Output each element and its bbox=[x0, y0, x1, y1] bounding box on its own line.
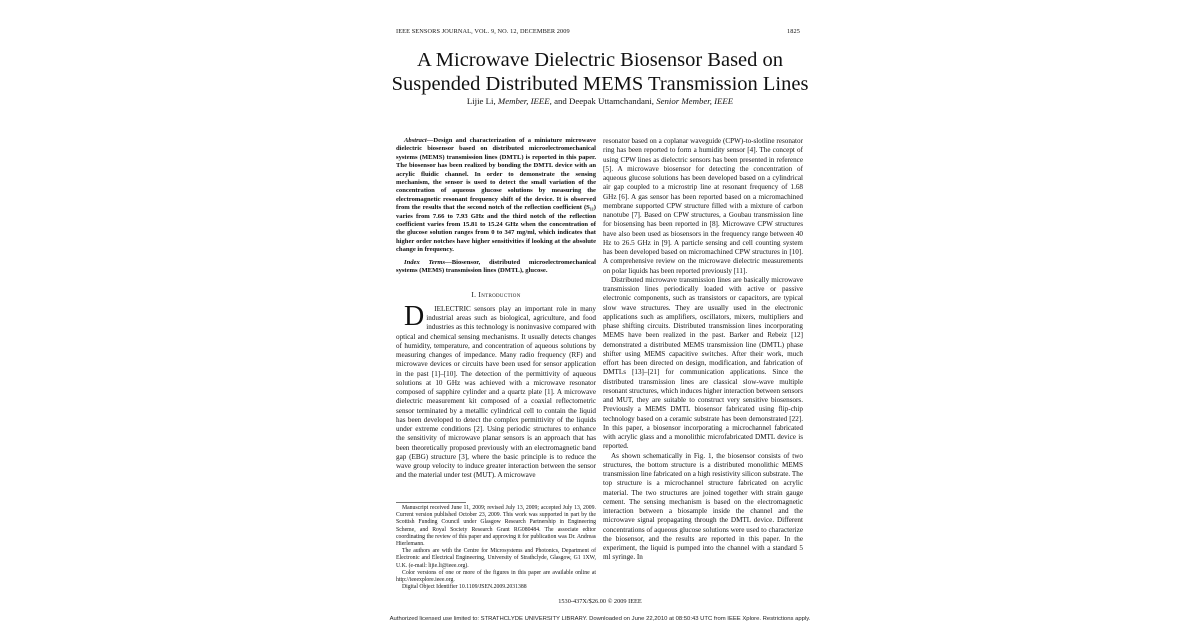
index-terms-label: Index Terms— bbox=[404, 258, 452, 266]
copyright-line: 1530-437X/$26.00 © 2009 IEEE bbox=[558, 598, 642, 605]
right-column bbox=[603, 137, 803, 563]
intro-paragraph-2: resonator based on a coplanar waveguide (CPW)-to-slotline resonator ring has been reported to form a humidity sensor [4]. The concept of using CPW lines as dielectric sensors has been presented in reference [5]. A microwave biosensor for detecting the concentration of aqueous glucose solutions has been developed based on a cylindrical air gap coupled to a microstrip line at resonant frequency of 1.68 GHz [6]. A gas sensor has been reported based on a micromachined membrane supported CPW structure filled with a mixture of carbon nanotube [7]. Based on CPW structures, a Goubau transmission line for biosensing has been reported in [8]. Microwave CPW structures have also been used as biosensors in the frequency range between 40 Hz to 26.5 GHz in [9]. A particle sensing and cell counting system has been developed based on micromachined CPW structures in [10]. A comprehensive review on the microwave dielectric measurements on polar liquids has been reported previously [11]. bbox=[603, 137, 803, 275]
abstract-text: Design and characterization of a miniature microwave dielectric biosensor based on distributed microelectromechanical systems (MEMS) transmission lines (DMTL) is reported in this paper. The biosensor has been realized by bonding the DMTL device with an acrylic fluidic channel. In order to demonstrate the sensing mechanism, the sensor is used to detect the small variation of the concentration of aqueous glucose solutions by measuring the electromagnetic resonant frequency shift of the device. It is observed from the results that the second notch of the reflection coefficient (S₁₁) varies from 7.66 to 7.93 GHz and the third notch of the reflection coefficient varies from 15.81 to 15.24 GHz when the concentration of the glucose solution ranges from 0 to 347 mg/ml, which indicates that higher order notches have higher sensitivities if looking at the absolute change in frequency. bbox=[396, 137, 596, 254]
abstract bbox=[396, 137, 596, 255]
paper-title bbox=[300, 48, 900, 96]
author-1-role: Member, IEEE, bbox=[497, 96, 552, 106]
intro-paragraph-1 bbox=[396, 300, 596, 481]
title-line-2: Suspended Distributed MEMS Transmission Lines bbox=[391, 73, 809, 95]
intro-paragraph-1-text: IELECTRIC sensors play an important role in many industrial areas such as biological, agriculture, and food industries as this technology is noninvasive compared with optical and chemical sensing mechanisms. It usually detects changes of humidity, temperature, and concentration of aqueous solutions by measuring changes of impedance. Many radio frequency (RF) and microwave devices or circuits have been used for sensor application in the past [1]–[10]. The detection of the permittivity of aqueous solutions at 10 GHz was achieved with a microwave resonator composed of sapphire cylinder and a quartz plate [1]. A microwave dielectric measurement kit composed of a coaxial reflectometric sensor terminated by a metallic cylindrical cell to contain the liquid has been developed to detect the complex permittivity of the liquids under extreme conditions [2]. Using periodic structures to enhance the sensitivity of microwave planar sensors is an approach that has been theoretically proposed previously with an electromagnetic band gap (EBG) structure [3], where the basic principle is to reduce the wave group velocity to induce greater interaction between the sensor and the material under test (MUT). A microwave bbox=[396, 304, 596, 480]
drop-cap: D bbox=[404, 300, 425, 332]
author-2: Deepak Uttamchandani, bbox=[568, 96, 654, 106]
author-1: Lijie Li, bbox=[466, 96, 496, 106]
page-number: 1825 bbox=[787, 28, 800, 35]
author-line bbox=[300, 96, 900, 106]
footnote-affiliation: The authors are with the Centre for Microsystems and Photonics, Department of Electronic and Electrical Engineering, University of Strathclyde, Glasgow, G1 1XW, U.K. (e-mail: lijie.li@ieee.org). bbox=[396, 548, 596, 569]
author-conjunction: and bbox=[554, 96, 567, 106]
footnote-rule bbox=[396, 502, 466, 503]
index-terms bbox=[396, 259, 596, 276]
intro-paragraph-4: As shown schematically in Fig. 1, the biosensor consists of two structures, the bottom structure is a distributed monolithic MEMS transmission line fabricated on a high resistivity silicon substrate. The top structure is a microchannel structure fabricated on acrylic material. The two structures are joined together with strain gauge cement. The sensing mechanism is based on the electromagnetic interaction between a biosample inside the channel and the microwave signal propagating through the DMTL device. Different concentrations of aqueous glucose solutions were used to characterize the biosensor, and the results are reported in this paper. In the experiment, the liquid is pumped into the channel with a standard 5 ml syringe. In bbox=[603, 451, 803, 562]
intro-paragraph-3: Distributed microwave transmission lines are basically microwave transmission lines periodically loaded with active or passive electronic components, such as transistors or capacitors, are typical slow wave structures. They are usually used in the electronic applications such as amplifiers, oscillators, mixers, multipliers and phase shifting circuits. Distributed transmission lines incorporating MEMS have been realized in the past. Barker and Rebeiz [12] demonstrated a distributed MEMS transmission line (DMTL) phase shifter using MEMS capacitive switches. After their work, much effort has been directed on design, modification, and fabrication of DMTLs [13]–[21] for communication applications. Since the distributed transmission lines are classical slow-wave multiple resonant structures, which induces higher interaction between sensors and MUT, they are suitable to construct very sensitive biosensors. Previously a MEMS DMTL biosensor fabricated using flip-chip technology based on a ceramic substrate has been demonstrated [22]. In this paper, a biosensor incorporating a microchannel fabricated with acrylic glass and a monolithic microfabricated DMTL device is reported. bbox=[603, 275, 803, 451]
author-2-role: Senior Member, IEEE bbox=[656, 96, 734, 106]
footnote-color: Color versions of one or more of the figures in this paper are available online at http://ieeexplore.ieee.org. bbox=[396, 569, 596, 584]
abstract-label: Abstract— bbox=[404, 137, 434, 144]
title-line-1: A Microwave Dielectric Biosensor Based on bbox=[416, 49, 784, 71]
left-column bbox=[396, 137, 596, 481]
footnote-block bbox=[396, 505, 596, 591]
footnote-doi: Digital Object Identifier 10.1109/JSEN.2009.2031388 bbox=[402, 584, 527, 591]
license-notice: Authorized licensed use limited to: STRATHCLYDE UNIVERSITY LIBRARY. Downloaded on June 22,2010 at 08:50:43 UTC from IEEE Xplore. Restrictions apply. bbox=[389, 616, 811, 622]
index-terms-text: Biosensor, distributed microelectromechanical systems (MEMS) transmission lines (DMTL), glucose. bbox=[396, 258, 597, 275]
footnote-manuscript: Manuscript received June 11, 2009; revised July 13, 2009; accepted July 13, 2009. Current version published October 23, 2009. This work was supported in part by the Scottish Funding Council under Glasgow Research Partnership in Engineering Scheme, and Royal Society Research Grant RG080484. The associate editor coordinating the review of this paper and approving it for publication was Dr. Andreas Hierlemann. bbox=[396, 505, 596, 548]
section-heading-introduction: I. Introduction bbox=[471, 289, 521, 299]
running-header bbox=[396, 28, 800, 35]
journal-name: IEEE SENSORS JOURNAL, VOL. 9, NO. 12, DECEMBER 2009 bbox=[396, 28, 570, 35]
